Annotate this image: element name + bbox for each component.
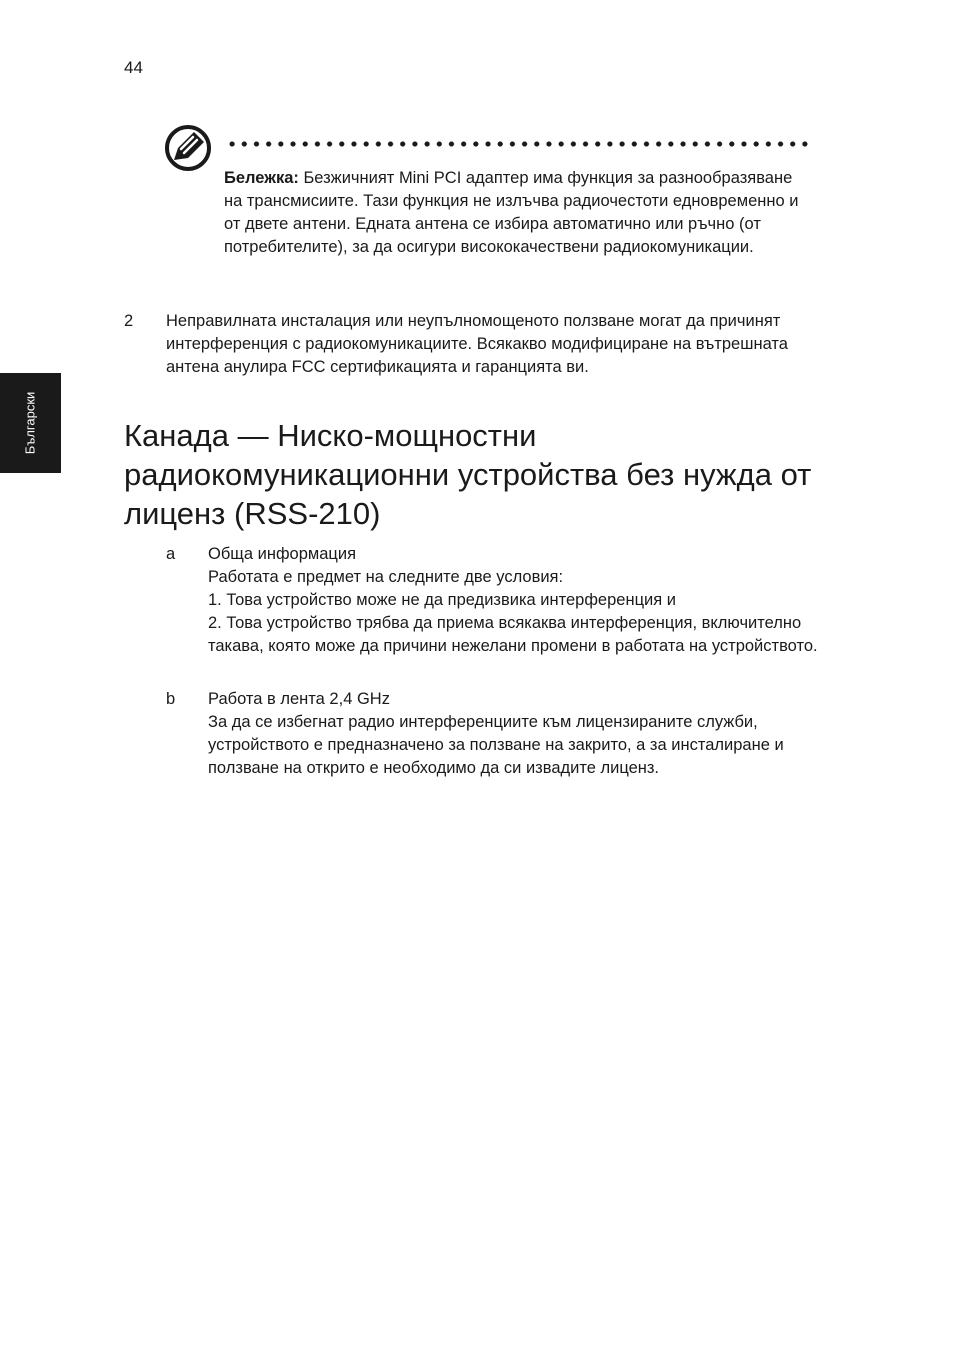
list-item-title: Обща информация bbox=[208, 545, 357, 563]
list-item-body bbox=[208, 543, 818, 658]
language-side-tab bbox=[0, 373, 61, 473]
item-text: Неправилната инсталация или неупълномощеното ползване могат да причинят интерференция с радиокомуникациите. Всякакво модифициране на вътрешната антена анулира FCC сертификацията и гаранцията ви. bbox=[166, 312, 788, 376]
list-item-line: 1. Това устройство може не да предизвика интерференция и bbox=[208, 591, 676, 609]
note-label: Бележка: bbox=[224, 169, 299, 187]
list-item-line: Работата е предмет на следните две условия: bbox=[208, 568, 564, 586]
note-body: Безжичният Mini PCI адаптер има функция за разнообразяване на трансмисиите. Тази функция не излъчва радиочестоти едновременно и от двете антени. Едната антена се избира автоматично или ръчно (от потребителите), за да осигури висококачествени радиокомуникации. bbox=[224, 169, 799, 256]
list-marker: a bbox=[166, 545, 176, 563]
side-tab-label: Български bbox=[22, 391, 38, 455]
list-marker: b bbox=[166, 690, 176, 708]
section-heading: Канада — Ниско-мощностни радиокомуникационни устройства без нужда от лиценз (RSS-210) bbox=[124, 418, 812, 531]
list-item-line: За да се избегнат радио интерференциите към лицензираните служби, устройството е предназначено за ползване на закрито, а за инсталиране и ползване на открито е необходимо да си извадите лиценз. bbox=[208, 713, 784, 777]
note-paragraph bbox=[224, 167, 814, 259]
list-item-body bbox=[208, 688, 818, 780]
page-number: 44 bbox=[124, 58, 143, 77]
note-dotted-divider bbox=[226, 141, 810, 147]
note-pencil-icon bbox=[164, 124, 212, 172]
list-item-title: Работа в лента 2,4 GHz bbox=[208, 690, 390, 708]
list-item-line: 2. Това устройство трябва да приема всякаква интерференция, включително такава, която може да причини нежелани промени в работата на устройството. bbox=[208, 614, 818, 655]
item-number: 2 bbox=[124, 312, 134, 330]
